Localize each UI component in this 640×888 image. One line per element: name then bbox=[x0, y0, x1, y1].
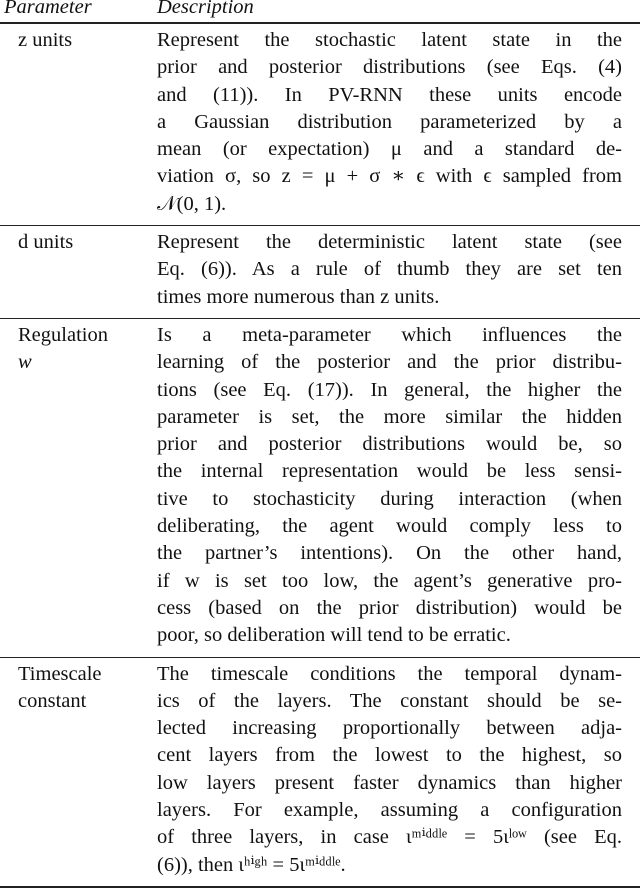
table-row bbox=[0, 658, 640, 888]
description-line: 𝒩(0, 1). bbox=[157, 192, 227, 215]
parameter-name: w bbox=[18, 351, 32, 374]
description-line: The timescale conditions the temporal dynam- bbox=[157, 662, 622, 685]
description-line: Is a meta-parameter which influences the bbox=[157, 323, 622, 346]
description-line: tive to stochasticity during interaction (when bbox=[157, 487, 622, 510]
table-row bbox=[0, 319, 640, 658]
parameter-name: constant bbox=[18, 689, 87, 712]
description-line: (6)), then ιʰⁱᵍʰ = 5ιᵐⁱᵈᵈˡᵉ. bbox=[157, 853, 346, 876]
header-description: Description bbox=[157, 0, 254, 18]
description-line: Eq. (6)). As a rule of thumb they are set ten bbox=[157, 258, 622, 281]
description-cell bbox=[157, 661, 622, 879]
description-line: of three layers, in case ιᵐⁱᵈᵈˡᵉ = 5ιˡᵒʷ (see Eq. bbox=[157, 826, 622, 849]
description-line: cent layers from the lowest to the highest, so bbox=[157, 744, 622, 767]
description-line: poor, so deliberation will tend to be erratic. bbox=[157, 624, 511, 647]
description-line: layers. For example, assuming a configuration bbox=[157, 799, 622, 822]
parameter-name: d units bbox=[18, 231, 74, 254]
description-line: cess (based on the prior distribution) would be bbox=[157, 596, 622, 619]
table-row bbox=[0, 226, 640, 319]
table-row bbox=[0, 24, 640, 226]
description-cell bbox=[157, 322, 622, 650]
parameter-cell bbox=[18, 661, 153, 716]
table-header bbox=[0, 0, 640, 24]
description-line: lected increasing proportionally between adja- bbox=[157, 717, 622, 740]
description-line: learning of the posterior and the prior distribu- bbox=[157, 351, 622, 374]
description-line: prior and posterior distributions would be, so bbox=[157, 433, 622, 456]
description-line: Represent the stochastic latent state in the bbox=[157, 29, 622, 51]
description-cell bbox=[157, 27, 622, 218]
description-line: ics of the layers. The constant should be se- bbox=[157, 689, 622, 712]
description-line: and (11)). In PV-RNN these units encode bbox=[157, 83, 622, 106]
description-line: viation σ, so z = μ + σ ∗ ϵ with ϵ sampled from bbox=[157, 165, 622, 188]
header-parameter: Parameter bbox=[4, 0, 92, 18]
parameter-name: Timescale bbox=[18, 662, 102, 685]
description-cell bbox=[157, 229, 622, 311]
parameter-name: Regulation bbox=[18, 323, 108, 346]
parameter-cell bbox=[18, 322, 153, 377]
description-line: a Gaussian distribution parameterized by a bbox=[157, 110, 622, 133]
description-line: prior and posterior distributions (see Eqs. (4) bbox=[157, 56, 622, 79]
description-line: deliberating, the agent would comply less to bbox=[157, 515, 622, 538]
description-line: low layers present faster dynamics than higher bbox=[157, 771, 622, 794]
description-line: if w is set too low, the agent’s generative pro- bbox=[157, 569, 622, 592]
description-line: times more numerous than z units. bbox=[157, 285, 440, 308]
parameter-name: z units bbox=[18, 29, 73, 51]
description-line: parameter is set, the more similar the hidden bbox=[157, 405, 622, 428]
description-line: the partner’s intentions). On the other hand, bbox=[157, 542, 622, 565]
description-line: the internal representation would be less sensi- bbox=[157, 460, 622, 483]
parameter-cell bbox=[18, 229, 153, 256]
description-line: mean (or expectation) μ and a standard de- bbox=[157, 138, 622, 161]
description-line: tions (see Eq. (17)). In general, the higher the bbox=[157, 378, 622, 401]
parameter-cell bbox=[18, 27, 153, 54]
description-line: Represent the deterministic latent state (see bbox=[157, 231, 622, 254]
